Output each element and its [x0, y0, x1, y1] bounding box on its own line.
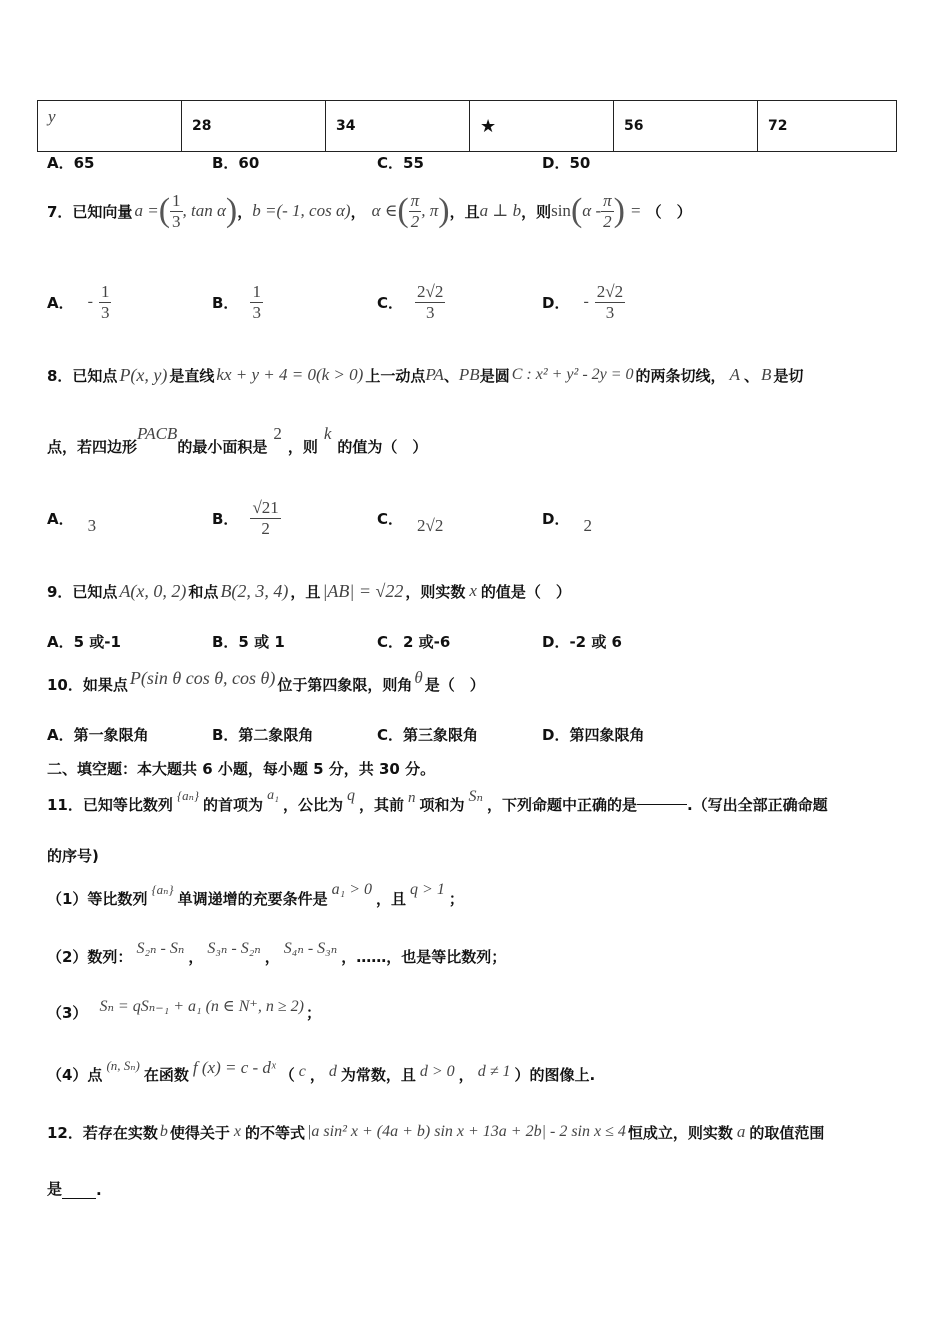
q7-perp: a ⊥ b	[479, 201, 522, 220]
paren-left: (	[397, 192, 409, 229]
table-cell: y	[38, 101, 182, 152]
q7-option-d: D． - $\frac{2√2}{3}$	[542, 281, 624, 322]
q11-line2: 的序号)	[47, 847, 99, 865]
question-9: 9．已知点 A(x, 0, 2) 和点 B(2, 3, 4) ，且 |AB| = √22 ，则实数 x 的值是（ ）	[47, 580, 571, 601]
q8-option-a: A． 3	[47, 509, 97, 535]
q9-option-d: D．-2 或 6	[542, 633, 622, 651]
q8-point-p: P(x, y)	[119, 364, 168, 385]
q7-option-c: C． $\frac{2√2}{3}$	[377, 281, 444, 322]
question-8: 8．已知点 P(x, y) 是直线 kx + y + 4 = 0(k > 0) 上一动点 PA 、 PB 是圆 C : x² + y² - 2y = 0 的两条切线， A 、 B 是切	[47, 364, 804, 385]
question-11: 11．已知等比数列 {aₙ} 的首项为 a₁ ，公比为 q ，其前 n 项和为 Sₙ ，下列命题中正确的是 .（写出全部正确命题	[47, 787, 828, 814]
q11-item-3: （3） Sₙ = qSₙ₋₁ + a₁ (n ∈ N⁺, n ≥ 2) ；	[47, 998, 321, 1022]
q9-option-c: C．2 或-6	[377, 633, 451, 651]
question-12: 12．若存在实数 b 使得关于 x 的不等式 |a sin² x + (4a + b) sin x + 13a + 2b| - 2 sin x ≤ 4 恒成立，则实数 a 的取值范围	[47, 1122, 825, 1142]
table-cell: 72	[758, 101, 897, 152]
q7-text: 7．已知向量	[47, 202, 133, 221]
paren-left: (	[570, 192, 583, 229]
q11-item-4: （4）点 (n, Sₙ) 在函数 f (x) = c - dˣ （ c ， d 为常数，且 d > 0 ， d ≠ 1 ）的图像上.	[47, 1058, 596, 1084]
question-10: 10．如果点 P(sin θ cos θ, cos θ) 位于第四象限，则角 θ 是（ ）	[47, 667, 485, 694]
q12-line2: 是 .	[47, 1180, 102, 1199]
q7-tan: , tan α	[182, 201, 226, 220]
q9-option-a: A．5 或-1	[47, 633, 121, 651]
q10-option-b: B．第二象限角	[212, 726, 314, 744]
table-cell: ★	[470, 101, 614, 152]
q7-vector-b: b =(- 1, cos α)	[252, 201, 351, 220]
q8-option-b: B． $\frac{√21}{2}$	[212, 497, 279, 538]
q8-option-d: D． 2	[542, 509, 592, 535]
q6-option-a: A．65	[47, 154, 95, 172]
q7-pi-half: $\frac{\pi}{2}$	[410, 190, 420, 231]
q10-option-c: C．第三象限角	[377, 726, 479, 744]
answer-blank[interactable]	[637, 804, 687, 805]
q10-option-a: A．第一象限角	[47, 726, 149, 744]
q6-option-b: B．60	[212, 154, 260, 172]
q6-option-c: C．55	[377, 154, 424, 172]
q8-option-c: C． 2√2	[377, 509, 444, 535]
paren-right: )	[225, 192, 238, 229]
table-cell: 28	[182, 101, 326, 152]
data-table	[37, 100, 897, 152]
q7-pi-half-2: $\frac{\pi}{2}$	[603, 190, 612, 231]
q11-item-2: （2）数列： S₂ₙ - Sₙ ， S₃ₙ - S₂ₙ ， S₄ₙ - S₃ₙ ，……，也是等比数列；	[47, 940, 507, 966]
q11-item-1: （1）等比数列 {aₙ} 单调递增的充要条件是 a₁ > 0 ，且 q > 1 ；	[47, 881, 464, 908]
table-row	[38, 101, 897, 152]
q9-option-b: B．5 或 1	[212, 633, 285, 651]
question-7: 7．已知向量 a = ( $\frac{1}{3}$ , tan α ) ， b =(- 1, cos α) ， α ∈ ( $\frac{\pi}{2}$ , π ) ，且 a ⊥ b ，则 sin ( α - $\frac{\pi}{2}$ ) = （ ）	[47, 190, 692, 231]
q7-fraction: $\frac{1}{3}$	[172, 190, 181, 231]
answer-blank[interactable]	[62, 1198, 96, 1199]
paren-right: )	[438, 192, 450, 229]
question-8-line2: 点，若四边形 PACB 的最小面积是 2 ，则 k 的值为（ ）	[47, 424, 428, 456]
q8-line-eq: kx + y + 4 = 0(k > 0)	[216, 365, 364, 384]
q6-option-d: D．50	[542, 154, 591, 172]
paren-left: (	[158, 192, 171, 229]
q7-alpha-in: α ∈	[371, 201, 398, 220]
q7-option-a: A． - $\frac{1}{3}$	[47, 281, 110, 322]
section-heading: 二、填空题：本大题共 6 小题，每小题 5 分，共 30 分。	[47, 760, 436, 778]
paren-right: )	[613, 192, 625, 229]
q7-option-b: B． $\frac{1}{3}$	[212, 281, 261, 322]
q12-inequality: |a sin² x + (4a + b) sin x + 13a + 2b| - 2 sin x ≤ 4	[307, 1123, 626, 1140]
table-cell: 56	[614, 101, 758, 152]
q10-option-d: D．第四象限角	[542, 726, 645, 744]
q8-circle-eq: C : x² + y² - 2y = 0	[511, 366, 634, 383]
q7-vector-a: a =	[134, 201, 159, 220]
table-cell: 34	[326, 101, 470, 152]
